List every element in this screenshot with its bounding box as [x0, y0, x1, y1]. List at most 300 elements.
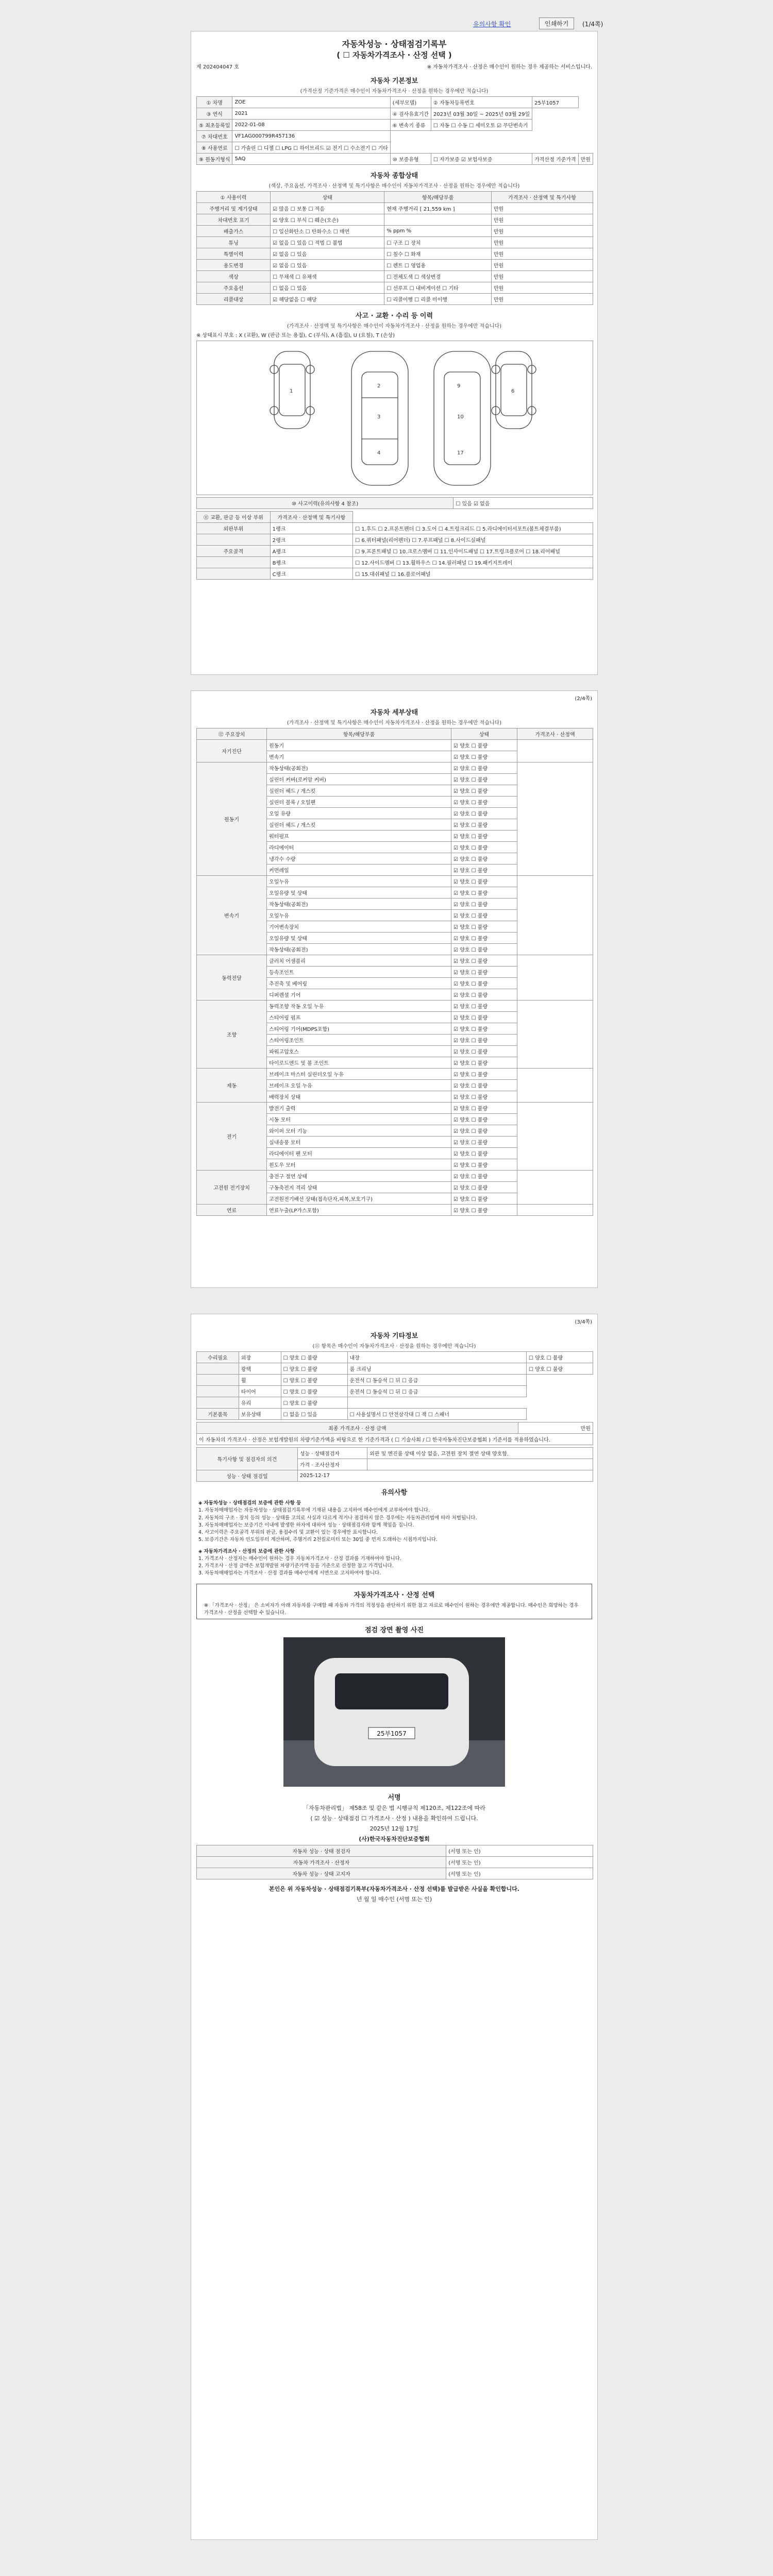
sign-title: 서명	[388, 1794, 401, 1802]
status-cell: 만원	[491, 271, 593, 282]
rank-cell: 2랭크	[270, 534, 353, 546]
status-cell: 용도변경	[197, 260, 271, 271]
detail-state[interactable]: ☑ 양호 ☐ 불량	[451, 740, 517, 751]
detail-state[interactable]: ☑ 양호 ☐ 불량	[451, 1046, 517, 1057]
basic-info-table	[196, 96, 593, 165]
page-number-3: (3/4쪽)	[575, 1319, 592, 1325]
detail-state[interactable]: ☑ 양호 ☐ 불량	[451, 1023, 517, 1035]
status-cell[interactable]: ☐ 전체도색 ☐ 색상변경	[384, 271, 492, 282]
status-row	[197, 214, 593, 226]
guide1-item: 4. 사고이력은 주요골격 부위의 판금, 용접수리 및 교환이 있는 경우에만 표시합니다.	[198, 1530, 378, 1535]
basic-cell: ⑨ 원동기형식	[197, 154, 232, 165]
detail-state[interactable]: ☑ 양호 ☐ 불량	[451, 1114, 517, 1125]
page-3	[191, 1314, 598, 2540]
status-cell: 만원	[491, 282, 593, 294]
basic-cell: 5AQ	[232, 154, 390, 165]
svg-text:10: 10	[457, 414, 464, 420]
detail-state[interactable]: ☑ 양호 ☐ 불량	[451, 967, 517, 978]
detail-state[interactable]: ☑ 양호 ☐ 불량	[451, 1171, 517, 1182]
detail-group: 제동	[197, 1069, 267, 1103]
detail-item: 시동 모터	[267, 1114, 451, 1125]
detail-price	[517, 1069, 593, 1103]
detail-state[interactable]: ☑ 양호 ☐ 불량	[451, 1069, 517, 1080]
detail-state[interactable]: ☑ 양호 ☐ 불량	[451, 819, 517, 831]
detail-header-row	[197, 728, 593, 740]
detail-state[interactable]: ☑ 양호 ☐ 불량	[451, 808, 517, 819]
detail-state[interactable]: ☑ 양호 ☐ 불량	[451, 842, 517, 853]
detail-item: 동력조향 작동 오일 누유	[267, 1001, 451, 1012]
print-button[interactable]: 인쇄하기	[539, 18, 574, 29]
status-cell: 리콜대상	[197, 294, 271, 305]
accident-table	[196, 497, 593, 509]
accident-value[interactable]: ☐ 있음 ☑ 없음	[453, 498, 593, 509]
etc-cell: 타이어	[239, 1386, 281, 1397]
detail-item: 등속조인트	[267, 967, 451, 978]
status-row	[197, 260, 593, 271]
detail-state[interactable]: ☑ 양호 ☐ 불량	[451, 887, 517, 899]
basic-cell: 2023년 03월 30일 ~ 2025년 03월 29일	[431, 108, 532, 120]
basic-cell: 만원	[578, 154, 593, 165]
etc-cell: 휠	[239, 1375, 281, 1386]
basic-row	[197, 120, 593, 131]
detail-item: 실린더 헤드 / 개스킷	[267, 785, 451, 796]
detail-price	[517, 740, 593, 762]
detail-state[interactable]: ☑ 양호 ☐ 불량	[451, 1057, 517, 1069]
status-cell[interactable]: ☐ 리콜이행 ☐ 리콜 미이행	[384, 294, 492, 305]
etc-cell: 보유상태	[239, 1409, 281, 1420]
svg-text:9: 9	[457, 383, 461, 389]
status-cell[interactable]: ☐ 침수 ☐ 화재	[384, 248, 492, 260]
section-accident-title: 사고 · 교환 · 수리 등 이력	[355, 312, 433, 320]
detail-item: 와이퍼 모터 기능	[267, 1125, 451, 1137]
detail-item: 워터펌프	[267, 831, 451, 842]
detail-state[interactable]: ☑ 양호 ☐ 불량	[451, 1193, 517, 1205]
guide-title: 유의사항	[381, 1489, 408, 1497]
status-row	[197, 226, 593, 237]
basic-row	[197, 97, 593, 108]
detail-item: 기어변속장치	[267, 921, 451, 933]
detail-state[interactable]: ☑ 양호 ☐ 불량	[451, 1137, 517, 1148]
basic-cell: (세부모델)	[390, 97, 431, 108]
section-basic-title: 자동차 기본정보	[370, 77, 418, 85]
basic-cell: ⑧ 사용연료	[197, 142, 232, 154]
notice-link[interactable]: 유의사항 확인	[473, 21, 511, 28]
special-table	[196, 1447, 593, 1482]
basic-cell: ⑩ 보증유형	[390, 154, 431, 165]
basic-cell: ④ 검사유효기간	[390, 108, 431, 120]
rank-cell[interactable]: ☐ 6.쿼터패널(리어펜더) ☐ 7.루프패널 ☐ 8.사이드실패널	[353, 534, 593, 546]
status-cell[interactable]: ☑ 없음 ☐ 있음 ☐ 적법 ☐ 불법	[271, 237, 384, 248]
detail-header: 가격조사 · 산정액	[517, 728, 593, 740]
detail-group: 연료	[197, 1205, 267, 1216]
status-cell: 특별이력	[197, 248, 271, 260]
sign-text-2: ( ☑ 성능 · 상태점검 ☐ 가격조사 · 산정 ) 내용을 확인하여 드립니다.	[310, 1815, 478, 1822]
status-cell: 튜닝	[197, 237, 271, 248]
detail-state[interactable]: ☑ 양호 ☐ 불량	[451, 831, 517, 842]
date-label: 성능 · 상태 점검일	[197, 1470, 298, 1482]
detail-price	[517, 955, 593, 1001]
sign-text: 「자동차관리법」 제58조 및 같은 법 시행규칙 제120조, 제122조에 따라	[303, 1805, 485, 1811]
footer-text: 본인은 위 자동차성능 · 상태점검기록부(자동차가격조사 · 산정 선택)를 발급받은 사실을 확인합니다.	[269, 1886, 519, 1892]
detail-item: 실린더 커버(로커암 커버)	[267, 774, 451, 785]
detail-item: 스티어링조인트	[267, 1035, 451, 1046]
detail-state[interactable]: ☑ 양호 ☐ 불량	[451, 876, 517, 887]
detail-group: 변속기	[197, 876, 267, 955]
price-table	[196, 1422, 593, 1445]
detail-state[interactable]: ☑ 양호 ☐ 불량	[451, 762, 517, 774]
etc-row	[197, 1375, 593, 1386]
status-cell[interactable]: ☑ 없음 ☐ 있음	[271, 248, 384, 260]
basic-cell[interactable]: ☐ 가솔린 ☐ 디젤 ☐ LPG ☐ 하이브리드 ☑ 전기 ☐ 수소전기 ☐ 기타	[232, 142, 390, 154]
special-role: 성능 · 상태점검자	[297, 1448, 367, 1459]
status-cell[interactable]: ☐ 일산화탄소 ☐ 탄화수소 ☐ 매연	[271, 226, 384, 237]
svg-text:17: 17	[457, 450, 464, 456]
status-header: ① 사용이력	[197, 192, 271, 203]
detail-group: 자기진단	[197, 740, 267, 762]
rank-header: ⑪ 교환, 판금 등 이상 부위	[197, 512, 271, 523]
rank-cell: 외판부위	[197, 523, 271, 534]
etc-row	[197, 1363, 593, 1375]
etc-cell: 외장	[239, 1352, 281, 1363]
rank-cell: C랭크	[270, 568, 353, 580]
detail-table	[196, 728, 593, 1216]
etc-cell[interactable]: ☐ 양호 ☐ 불량	[527, 1363, 593, 1375]
detail-state[interactable]: ☑ 양호 ☐ 불량	[451, 1205, 517, 1216]
rank-cell: A랭크	[270, 546, 353, 557]
detail-item: 고전원전기배선 상태(접속단자,피복,보호기구)	[267, 1193, 451, 1205]
status-cell[interactable]: ☑ 많음 ☐ 보통 ☐ 적음	[271, 203, 384, 214]
detail-item: 변속기	[267, 751, 451, 762]
basic-cell[interactable]: ☐ 자동 ☐ 수동 ☐ 세미오토 ☑ 무단변속기	[431, 120, 532, 131]
detail-group: 동력전달	[197, 955, 267, 1001]
signer-cell: 자동차 가격조사 · 산정자	[197, 1857, 446, 1868]
detail-group: 조향	[197, 1001, 267, 1069]
car-diagram	[196, 341, 593, 495]
status-cell[interactable]: ☑ 해당없음 ☐ 해당	[271, 294, 384, 305]
etc-title: 자동차 기타정보	[370, 1332, 418, 1340]
svg-text:1: 1	[290, 388, 293, 394]
rank-row	[197, 546, 593, 557]
detail-header: ⑫ 주요장치	[197, 728, 267, 740]
status-cell	[384, 214, 492, 226]
basic-cell: ⑤ 최초등록일	[197, 120, 232, 131]
section-basic-note: (가격산정 기준가격은 매수인이 자동차가격조사 · 산정을 원하는 경우에만 적습니다)	[300, 89, 489, 94]
detail-state[interactable]: ☑ 양호 ☐ 불량	[451, 978, 517, 989]
basic-cell[interactable]: ☐ 자가보증 ☑ 보험사보증	[431, 154, 532, 165]
detail-item: 원동기	[267, 740, 451, 751]
status-cell: 차대번호 표기	[197, 214, 271, 226]
detail-item: 커먼레일	[267, 865, 451, 876]
detail-item: 냉각수 수량	[267, 853, 451, 865]
status-header-row	[197, 192, 593, 203]
status-cell: 만원	[491, 294, 593, 305]
detail-state[interactable]: ☑ 양호 ☐ 불량	[451, 1182, 517, 1193]
basic-cell: 가격산정 기준가격	[532, 154, 578, 165]
detail-group: 전기	[197, 1103, 267, 1171]
etc-cell	[197, 1363, 239, 1375]
guide1-item: 3. 자동차매매업자는 보증기간 이내에 발생한 하자에 대하여 성능 · 상태점검자와 함께 책임을 집니다.	[198, 1522, 414, 1528]
basic-row	[197, 142, 593, 154]
status-row	[197, 237, 593, 248]
etc-cell[interactable]: ☐ 양호 ☐ 불량	[527, 1352, 593, 1363]
detail-item: 타이로드엔드 및 볼 조인트	[267, 1057, 451, 1069]
basic-cell: ① 차명	[197, 97, 232, 108]
detail-state[interactable]: ☑ 양호 ☐ 불량	[451, 1103, 517, 1114]
detail-price	[517, 876, 593, 955]
rank-cell[interactable]: ☐ 15.대쉬패널 ☐ 16.플로어패널	[353, 568, 593, 580]
detail-state[interactable]: ☑ 양호 ☐ 불량	[451, 853, 517, 865]
detail-item: 라디에이터	[267, 842, 451, 853]
basic-cell: ⑦ 차대번호	[197, 131, 232, 142]
detail-item: 파워고압호스	[267, 1046, 451, 1057]
rank-cell: 1랭크	[270, 523, 353, 534]
detail-group: 고전원 전기장치	[197, 1171, 267, 1205]
etc-cell[interactable]: ☐ 양호 ☐ 불량	[281, 1375, 347, 1386]
plate-text: 25부1057	[377, 1730, 407, 1737]
detail-item: 실린더 블록 / 오일팬	[267, 796, 451, 808]
detail-item: 스티어링 펌프	[267, 1012, 451, 1023]
guide2-item: 1. 가격조사 · 산정자는 매수인이 원하는 경우 자동차가격조사 · 산정 결과를 기재하여야 합니다.	[198, 1555, 401, 1562]
detail-row	[197, 1001, 593, 1012]
detail-row	[197, 1205, 593, 1216]
status-cell: 배출가스	[197, 226, 271, 237]
etc-cell	[197, 1397, 239, 1409]
rank-row	[197, 523, 593, 534]
detail-row	[197, 1103, 593, 1114]
price-unit: 만원	[518, 1422, 593, 1434]
status-cell: 만원	[491, 248, 593, 260]
signer-cell: (서명 또는 인)	[446, 1845, 593, 1857]
guide1-item: 1. 자동차매매업자는 자동차성능 · 상태점검기록부에 기재된 내용을 고지하여 매수인에게 교부하여야 합니다.	[198, 1507, 430, 1514]
etc-cell[interactable]: ☐ 사용설명서 ☐ 안전삼각대 ☐ 잭 ☐ 스패너	[347, 1409, 526, 1420]
section-status-note: (색상, 주요옵션, 가격조사 · 산정액 및 특기사항은 매수인이 자동차가격조사 · 산정을 원하는 경우에만 적습니다)	[268, 183, 520, 189]
detail-state[interactable]: ☑ 양호 ☐ 불량	[451, 1035, 517, 1046]
legend-text: ※ 상태표시 부호 : X (교환), W (판금 또는 용접), C (부식), A (흠집), U (요철), T (손상)	[196, 333, 395, 338]
document-title: 자동차성능 · 상태점검기록부	[342, 39, 447, 49]
rank-header: 가격조사 · 산정액 및 특기사항	[270, 512, 353, 523]
inspection-photo	[283, 1637, 505, 1787]
detail-state[interactable]: ☑ 양호 ☐ 불량	[451, 1012, 517, 1023]
detail-state[interactable]: ☑ 양호 ☐ 불량	[451, 899, 517, 910]
section-status-title: 자동차 종합상태	[370, 172, 418, 180]
guide2-item: 2. 가격조사 · 산정 금액은 보험개발원 차량기준가액 등을 기준으로 산정한 참고 가격입니다.	[198, 1563, 394, 1569]
detail-item: 실린더 헤드 / 개스킷	[267, 819, 451, 831]
status-cell[interactable]: ☑ 없음 ☐ 있음	[271, 260, 384, 271]
document-note: ※ 자동차가격조사 · 산정은 매수인이 원하는 경우 제공하는 서비스입니다.	[427, 64, 592, 70]
detail-state[interactable]: ☑ 양호 ☐ 불량	[451, 785, 517, 796]
detail-item: 브레이크 마스터 실린더오일 누유	[267, 1069, 451, 1080]
detail-state[interactable]: ☑ 양호 ☐ 불량	[451, 910, 517, 921]
status-header: 상태	[271, 192, 384, 203]
status-table	[196, 191, 593, 305]
detail-state[interactable]: ☑ 양호 ☐ 불량	[451, 921, 517, 933]
status-cell: 만원	[491, 214, 593, 226]
etc-table	[196, 1351, 593, 1420]
detail-item: 충전구 절연 상태	[267, 1171, 451, 1182]
etc-row	[197, 1386, 593, 1397]
guide1-head: ◈ 자동차성능 · 상태점검의 보증에 관한 사항 등	[198, 1500, 301, 1506]
svg-text:3: 3	[377, 414, 381, 420]
status-cell[interactable]: ☐ 선루프 ☐ 내비게이션 ☐ 기타	[384, 282, 492, 294]
signer-cell: (서명 또는 인)	[446, 1857, 593, 1868]
basic-cell: ⑥ 변속기 종류	[390, 120, 431, 131]
rank-cell: B랭크	[270, 557, 353, 568]
detail-state[interactable]: ☑ 양호 ☐ 불량	[451, 944, 517, 955]
status-cell: 만원	[491, 260, 593, 271]
detail-row	[197, 1069, 593, 1080]
basic-cell: ZOE	[232, 97, 390, 108]
detail-item: 오일유량 및 상태	[267, 933, 451, 944]
detail-state[interactable]: ☑ 양호 ☐ 불량	[451, 989, 517, 1001]
page-2	[191, 690, 598, 1288]
detail-price	[517, 1205, 593, 1216]
status-cell[interactable]: ☐ 구조 ☐ 장치	[384, 237, 492, 248]
etc-cell: 내장	[347, 1352, 526, 1363]
detail-price	[517, 1001, 593, 1069]
price-title: 최종 가격조사 · 산정 금액	[197, 1422, 518, 1434]
detail-item: 오일누유	[267, 876, 451, 887]
basic-cell: 2021	[232, 108, 390, 120]
detail-item: 브레이크 오일 누유	[267, 1080, 451, 1091]
detail-item: 작동상태(공회전)	[267, 944, 451, 955]
receiver-text: 년 월 일 매수인 (서명 또는 인)	[356, 1896, 432, 1903]
price-select-title: 자동차가격조사 · 산정 선택	[354, 1591, 435, 1599]
status-cell[interactable]: ☐ 무채색 ☐ 유채색	[271, 271, 384, 282]
rank-cell[interactable]: ☐ 12.사이드멤버 ☐ 13.휠하우스 ☐ 14.필러패널 ☐ 19.패키지트레이	[353, 557, 593, 568]
guide1-item: 2. 자동차의 구조 · 장치 등의 성능 · 상태를 고의로 사실과 다르게 적거나 점검하지 않은 경우에는 자동차관리법에 따라 처벌됩니다.	[198, 1515, 477, 1521]
detail-item: 디퍼렌셜 기어	[267, 989, 451, 1001]
detail-state[interactable]: ☑ 양호 ☐ 불량	[451, 1001, 517, 1012]
rank-row	[197, 557, 593, 568]
detail-state[interactable]: ☑ 양호 ☐ 불량	[451, 751, 517, 762]
detail-item: 발전기 출력	[267, 1103, 451, 1114]
price-select-text: ※ 「가격조사 · 산정」 은 소비자가 아래 자동차를 구매할 때 자동차 가격의 적정성을 판단하기 위한 참고 자료로 매수인이 원하는 경우에만 제공합니다. 매수인은 희망하는 경우 가격조사 · 산정을 선택할 수 있습니다.	[204, 1602, 579, 1616]
etc-cell	[197, 1375, 239, 1386]
basic-cell: ③ 연식	[197, 108, 232, 120]
etc-cell[interactable]: ☐ 양호 ☐ 불량	[281, 1363, 347, 1375]
page-1	[191, 31, 598, 675]
detail-state[interactable]: ☑ 양호 ☐ 불량	[451, 774, 517, 785]
status-cell[interactable]: ☐ 렌트 ☐ 영업용	[384, 260, 492, 271]
detail-item: 오일누유	[267, 910, 451, 921]
detail-row	[197, 1171, 593, 1182]
car-outline-icon	[197, 341, 593, 495]
detail-header: 상태	[451, 728, 517, 740]
detail-item: 작동상태(공회전)	[267, 899, 451, 910]
car-photo-icon	[283, 1637, 505, 1787]
detail-row	[197, 762, 593, 774]
detail-state[interactable]: ☑ 양호 ☐ 불량	[451, 955, 517, 967]
etc-row	[197, 1409, 593, 1420]
svg-text:4: 4	[377, 450, 381, 456]
svg-text:2: 2	[377, 383, 381, 389]
status-cell: 만원	[491, 226, 593, 237]
detail-state[interactable]: ☑ 양호 ☐ 불량	[451, 865, 517, 876]
rank-cell[interactable]: ☐ 9.프론트패널 ☐ 10.크로스멤버 ☐ 11.인사이드패널 ☐ 17.트렁크플로어 ☐ 18.리어패널	[353, 546, 593, 557]
detail-state[interactable]: ☑ 양호 ☐ 불량	[451, 1080, 517, 1091]
detail-state[interactable]: ☑ 양호 ☐ 불량	[451, 1148, 517, 1159]
signer-table	[196, 1845, 593, 1879]
detail-row	[197, 876, 593, 887]
status-row	[197, 282, 593, 294]
rank-header-row	[197, 512, 593, 523]
detail-item: 실내송풍 모터	[267, 1137, 451, 1148]
detail-item: 오일 유량	[267, 808, 451, 819]
status-cell: 만원	[491, 237, 593, 248]
etc-cell	[197, 1386, 239, 1397]
detail-note: (가격조사 · 산정액 및 특기사항은 매수인이 자동차가격조사 · 산정을 원하는 경우에만 적습니다)	[287, 720, 502, 726]
signer-cell: (서명 또는 인)	[446, 1868, 593, 1879]
signer-row	[197, 1857, 593, 1868]
etc-cell[interactable]: 운전석 ☐ 동승석 ☐ 뒤 ☐ 응급	[347, 1386, 526, 1397]
page-number: (1/4쪽)	[582, 21, 603, 28]
etc-cell[interactable]: 운전석 ☐ 동승석 ☐ 뒤 ☐ 응급	[347, 1375, 526, 1386]
detail-item: 라디에이터 팬 모터	[267, 1148, 451, 1159]
status-cell[interactable]: ☐ 없음 ☐ 있음	[271, 282, 384, 294]
etc-cell[interactable]: ☐ 양호 ☐ 불량	[281, 1352, 347, 1363]
page-number-2: (2/4쪽)	[575, 696, 592, 702]
detail-state[interactable]: ☑ 양호 ☐ 불량	[451, 1091, 517, 1103]
status-cell: 주요옵션	[197, 282, 271, 294]
guide2-item: 3. 자동차매매업자는 가격조사 · 산정 결과를 매수인에게 서면으로 고지하여야 합니다.	[198, 1570, 381, 1577]
photo-title: 점검 장면 촬영 사진	[364, 1626, 424, 1634]
detail-item: 스티어링 기어(MDPS포함)	[267, 1023, 451, 1035]
status-cell: 현재 주행거리 [ 21,559 km ]	[384, 203, 492, 214]
etc-cell: 기본품목	[197, 1409, 239, 1420]
rank-table	[196, 511, 593, 580]
detail-state[interactable]: ☑ 양호 ☐ 불량	[451, 1125, 517, 1137]
etc-cell[interactable]: ☐ 양호 ☐ 불량	[281, 1397, 347, 1409]
basic-row	[197, 154, 593, 165]
signer-row	[197, 1868, 593, 1879]
rank-cell	[197, 557, 271, 568]
etc-cell: 광택	[239, 1363, 281, 1375]
rank-cell: 주요골격	[197, 546, 271, 557]
basic-row	[197, 108, 593, 120]
sign-org: (사)한국자동차진단보증협회	[359, 1836, 430, 1842]
top-bar	[0, 0, 773, 31]
sign-date: 2025년 12월 17일	[369, 1825, 419, 1832]
signer-cell: 자동차 성능 · 상태 점검자	[197, 1845, 446, 1857]
signer-row	[197, 1845, 593, 1857]
special-text: 외관 및 엔진룸 상태 이상 없음, 고전원 장치 절연 상태 양호함.	[367, 1448, 593, 1459]
special-role: 가격 · 조사산정자	[297, 1459, 367, 1470]
detail-header: 항목/해당부품	[267, 728, 451, 740]
status-cell: 색상	[197, 271, 271, 282]
status-row	[197, 294, 593, 305]
detail-item: 오일유량 및 상태	[267, 887, 451, 899]
basic-cell: 25부1057	[532, 97, 578, 108]
detail-item: 윈도우 모터	[267, 1159, 451, 1171]
detail-item: 추진축 및 베어링	[267, 978, 451, 989]
detail-state[interactable]: ☑ 양호 ☐ 불량	[451, 1159, 517, 1171]
etc-row	[197, 1397, 593, 1409]
etc-cell[interactable]: ☐ 없음 ☐ 있음	[281, 1409, 347, 1420]
detail-state[interactable]: ☑ 양호 ☐ 불량	[451, 933, 517, 944]
status-row	[197, 271, 593, 282]
etc-cell[interactable]: ☐ 양호 ☐ 불량	[281, 1386, 347, 1397]
rank-cell[interactable]: ☐ 1.후드 ☐ 2.프론트펜더 ☐ 3.도어 ☐ 4.트렁크리드 ☐ 5.라디에이터서포트(볼트체결부품)	[353, 523, 593, 534]
status-cell: 주행거리 및 계기상태	[197, 203, 271, 214]
etc-cell: 룸 크리닝	[347, 1363, 526, 1375]
basic-cell: VF1AG000799R457136	[232, 131, 390, 142]
detail-state[interactable]: ☑ 양호 ☐ 불량	[451, 796, 517, 808]
basic-cell: ② 자동차등록번호	[431, 97, 532, 108]
detail-price	[517, 1171, 593, 1205]
status-row	[197, 203, 593, 214]
status-cell[interactable]: ☑ 양호 ☐ 부식 ☐ 훼손(오손)	[271, 214, 384, 226]
guide2-head: ◈ 자동차가격조사 · 산정의 보증에 관한 사항	[198, 1548, 295, 1554]
